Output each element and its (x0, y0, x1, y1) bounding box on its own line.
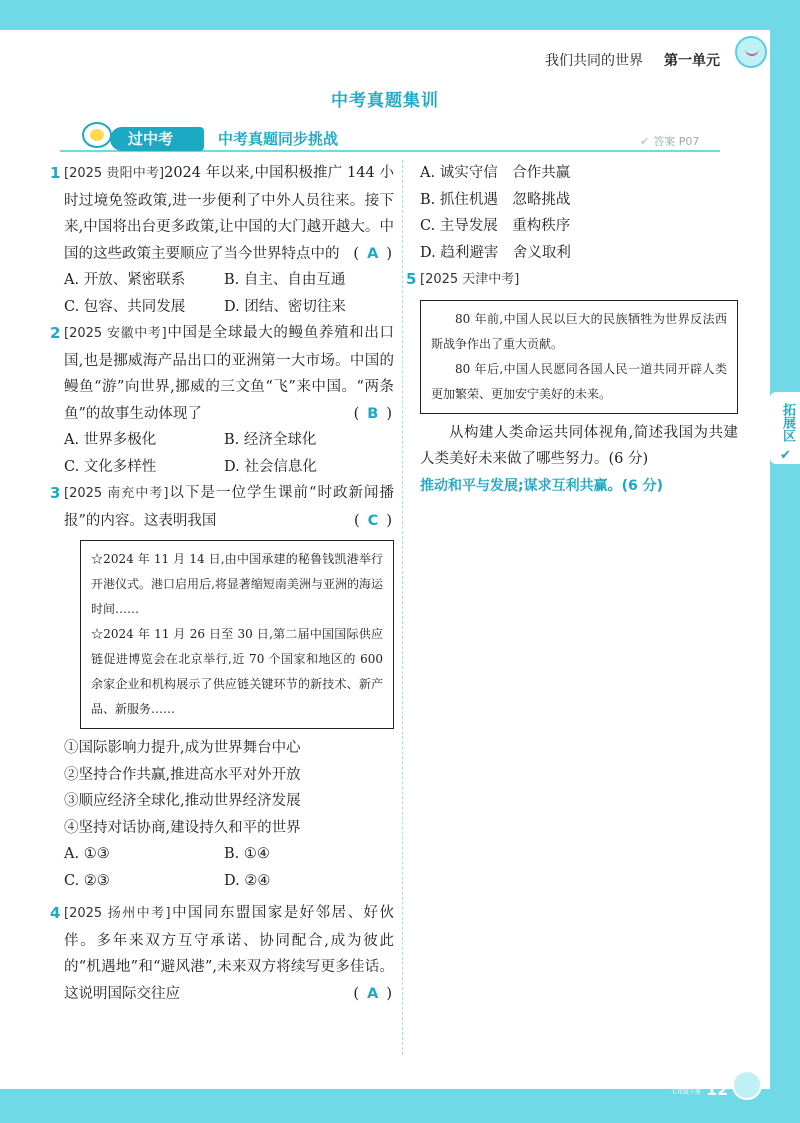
question-source: [2025 天津中考] (420, 272, 520, 287)
question-stem (64, 900, 394, 1007)
unit-title: 第一单元 (664, 53, 720, 69)
question-source: [2025 扬州中考] (64, 906, 171, 921)
question-number: 1 (50, 164, 61, 182)
question-1 (50, 160, 394, 320)
statement-2: ②坚持合作共赢,推进高水平对外开放 (64, 766, 301, 783)
banner-label: 过中考 (110, 127, 204, 151)
page-frame-top (0, 0, 800, 30)
news-item: ☆2024 年 11 月 26 日至 30 日,第二届中国国际供应链促进博览会在北京举行,近 70 个国家和地区的 600 余家企业和机构展示了供应链关键环节的新技术、新产品、新服务…… (91, 627, 383, 716)
question-3 (50, 480, 394, 894)
page-number: 12 (706, 1080, 729, 1099)
left-column (50, 160, 394, 1007)
question-number: 3 (50, 484, 61, 502)
banner-subtitle: 中考真题同步挑战 (218, 130, 339, 148)
option-b: B. 经济全球化 (224, 432, 317, 448)
passage-paragraph: 80 年前,中国人民以巨大的民族牺牲为世界反法西斯战争作出了重大贡献。 (431, 311, 727, 351)
options-row (64, 868, 394, 895)
column-divider (402, 160, 403, 1055)
question-2 (50, 320, 394, 480)
book-title: 我们共同的世界 (545, 53, 643, 69)
option-b: B. 自主、自由互通 (224, 272, 346, 288)
answer-reference-text: 答案 P07 (653, 135, 700, 148)
answer-letter: A (367, 245, 379, 262)
answer-letter: A (367, 985, 379, 1002)
question-prompt: 从构建人类命运共同体视角,简述我国为共建人类美好未来做了哪些努力。(6 分) (420, 424, 738, 467)
answer-reference (640, 133, 699, 149)
question-5 (406, 266, 738, 499)
options-row (64, 294, 394, 321)
option-d: D. 趋利避害 舍义取利 (420, 244, 571, 261)
answer-bracket: ( B ) (353, 405, 392, 422)
question-number: 2 (50, 324, 61, 342)
option-c: C. 主导发展 重构秩序 (420, 218, 571, 234)
answer-bracket: ( A ) (353, 985, 392, 1002)
option-c: C. 文化多样性 (64, 458, 157, 475)
answer-text: 推动和平与发展;谋求互利共赢。(6 分) (420, 477, 664, 494)
question-text: 以下是一位学生课前“时政新闻播报”的内容。这表明我国 (64, 485, 394, 529)
option-b: B. 抓住机遇 忽略挑战 (420, 191, 571, 208)
options-row (64, 267, 394, 294)
passage-paragraph: 80 年后,中国人民愿同各国人民一道共同开辟人类更加繁荣、更加安宁美好的未来。 (431, 361, 727, 401)
answer-letter: C (367, 512, 379, 529)
footer-mascot-icon (732, 1070, 762, 1100)
page-frame-right (770, 0, 800, 1123)
news-item: ☆2024 年 11 月 14 日,由中国承建的秘鲁钱凯港举行开港仪式。港口启用后,将显著缩短南美洲与亚洲的海运时间…… (91, 552, 383, 616)
statement-1: ①国际影响力提升,成为世界舞台中心 (64, 740, 301, 756)
mascot-icon (735, 36, 767, 68)
right-column (406, 160, 738, 499)
option-d: D. ②④ (224, 872, 271, 889)
statement-4: ④坚持对话协商,建设持久和平的世界 (64, 819, 301, 836)
options-row (64, 427, 394, 454)
question-source: [2025 南充中考] (64, 486, 169, 501)
options-row (64, 454, 394, 481)
option-a: A. 世界多极化 (64, 432, 157, 448)
statement-3: ③顺应经济全球化,推动世界经济发展 (64, 793, 301, 809)
answer-bracket: ( C ) (354, 512, 392, 529)
option-c: C. ②③ (64, 872, 110, 889)
question-text: 中国同东盟国家是好邻居、好伙伴。多年来双方互守承诺、协同配合,成为彼此的“机遇地”和“避风港”,未来双方将续写更多佳话。这说明国际交往应 (64, 905, 394, 1002)
question-stem (420, 266, 738, 294)
question-text: 中国是全球最大的鳗鱼养殖和出口国,也是挪威海产品出口的亚洲第一大市场。中国的鳗鱼“游”向世界,挪威的三文鱼“飞”来中国。“两条鱼”的故事生动体现了 (64, 325, 394, 422)
question-stem (64, 320, 394, 427)
option-a: A. 开放、紧密联系 (64, 272, 186, 288)
passage-box (420, 300, 738, 414)
options-row (64, 841, 394, 868)
check-icon: ✔ (640, 135, 650, 148)
question-source: [2025 安徽中考] (64, 326, 167, 341)
option-b: B. ①④ (224, 846, 270, 862)
question-text: 2024 年以来,中国积极推广 144 小时过境免签政策,进一步便利了中外人员往来。接下来,中国将出台更多政策,让中国的大门越开越大。中国的这些政策主要顺应了当今世界特点中的 (64, 165, 394, 262)
news-box (80, 540, 394, 729)
option-a: A. ①③ (64, 846, 110, 862)
question-stem (64, 160, 394, 267)
side-check-icon: ✔ (780, 448, 791, 463)
option-d: D. 团结、密切往来 (224, 298, 346, 315)
option-d: D. 社会信息化 (224, 458, 317, 475)
option-c: C. 包容、共同发展 (64, 298, 186, 315)
option-a: A. 诚实守信 合作共赢 (420, 165, 571, 181)
question-number: 5 (406, 270, 417, 288)
answer-bracket: ( A ) (353, 245, 392, 262)
badge-icon (82, 122, 112, 148)
section-title: 中考真题集训 (331, 91, 439, 111)
question-number: 4 (50, 904, 61, 922)
footer-label: 七年级下册 (670, 1089, 701, 1096)
question-stem (64, 480, 394, 534)
side-tab-label: 拓展区 (780, 402, 795, 442)
question-4 (50, 900, 394, 1007)
answer-letter: B (367, 405, 379, 422)
question-source: [2025 贵阳中考] (64, 166, 165, 181)
